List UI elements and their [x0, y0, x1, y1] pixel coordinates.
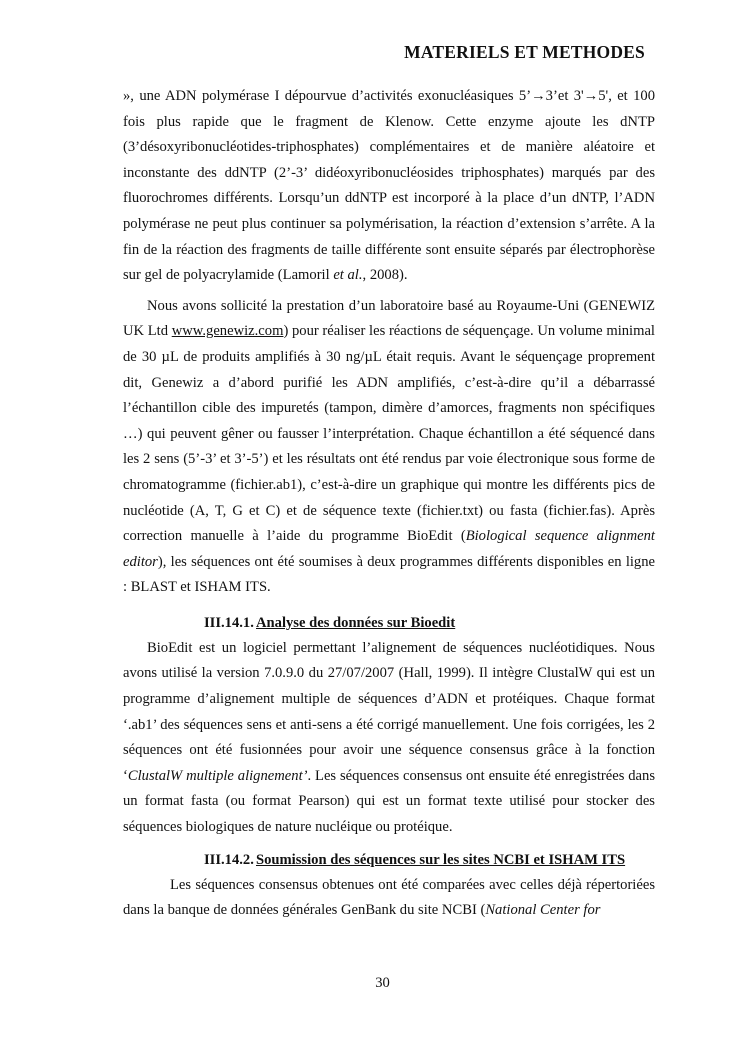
page-body — [123, 84, 655, 924]
text: Les séquences consensus obtenues ont été comparées avec celles déjà répertoriées dans la banque de données générales GenBank du site NCBI ( — [123, 876, 655, 919]
text: . Les séquences consensus ont ensuite été enregistrées dans un format fasta (ou format Pearson) qui est un format texte utilisé pour stocker des séquences biologiques de nature nucléique ou protéique. — [123, 767, 655, 836]
text: Nous avons sollicité la prestation d’un laboratoire basé au Royaume-Uni (GENEWIZ UK Ltd — [123, 297, 655, 340]
text: ), les séquences ont été soumises à deux programmes différents disponibles en ligne : BLAST et ISHAM ITS. — [123, 553, 655, 596]
paragraph-bioedit — [123, 636, 655, 841]
genewiz-link[interactable]: www.genewiz.com — [171, 323, 284, 340]
section-title: Analyse des données sur Bioedit — [256, 614, 456, 631]
text: », une ADN polymérase I dépourvue d’activités exonucléasiques 5’→3’et 3'→5', et 100 fois plus rapide que le fragment de Klenow. Cette enzyme ajoute les dNTP (3’désoxyribonucléotides-triphosphates) complémentaires et de manière aléatoire et inconstante des ddNTP (2’-3’ didéoxyribonucléosides triphosphates) marqués par des fluorochromes différents. Lorsqu’un ddNTP est incorporé à la place d’un dNTP, l’ADN polymérase ne peut plus continuer sa polymérisation, la réaction d’extension s’arrête. A la fin de la réaction des fragments de taille différente sont ensuite séparés par électrophorèse sur gel de polyacrylamide (Lamoril — [123, 88, 655, 284]
section-heading-bioedit — [204, 611, 655, 636]
text: BioEdit est un logiciel permettant l’alignement de séquences nucléotidiques. Nous avons utilisé la version 7.0.9.0 du 27/07/2007 (Hall, 1999). Il intègre ClustalW qui est un programme d’alignement multiple de séquences d’ADN et protéiques. Chaque format ‘.ab1’ des séquences sens et anti-sens a été corrigé manuellement. Une fois corrigées, les 2 séquences ont été fusionnées pour avoir une séquence consensus grâce à la fonction ‘ — [123, 639, 655, 784]
section-number: III.14.2. — [204, 851, 254, 868]
paragraph-sequencing-method — [123, 84, 655, 289]
paragraph-ncbi — [123, 873, 655, 924]
italic-text: Biological sequence alignment editor — [123, 528, 655, 570]
paragraph-genewiz — [123, 294, 655, 601]
section-number: III.14.1. — [204, 614, 254, 631]
text: , 2008). — [362, 267, 408, 284]
et-al: et al. — [333, 267, 363, 284]
page-number: 30 — [375, 975, 390, 991]
italic-text: ClustalW multiple alignement’ — [127, 767, 308, 784]
italic-text: National Center for — [485, 902, 601, 919]
text: ) pour réaliser les réactions de séquençage. Un volume minimal de 30 µL de produits amplifiés à 30 ng/µL était requis. Avant le séquençage proprement dit, Genewiz a d’abord purifié les ADN amplifiés, c’est-à-dire qu’il a débarrassé l’échantillon cible des impuretés (tampon, dimère d’amorces, fragments non spécifiques …) qui peuvent gêner ou fausser l’interprétation. Chaque échantillon a été séquencé dans les 2 sens (5’-3’ et 3’-5’) et les résultats ont été rendus par voie électronique sous forme de chromatogramme (fichier.ab1), c’est-à-dire un graphique qui montre les différents pics de nucléotide (A, T, G et C) et de séquence texte (fichier.txt) ou fasta (fichier.fas). Après correction manuelle à l’aide du programme BioEdit ( — [123, 323, 655, 545]
page-header: MATERIELS ET METHODES — [404, 42, 645, 62]
section-title: Soumission des séquences sur les sites NCBI et ISHAM ITS — [256, 851, 626, 868]
section-heading-ncbi — [204, 848, 655, 873]
